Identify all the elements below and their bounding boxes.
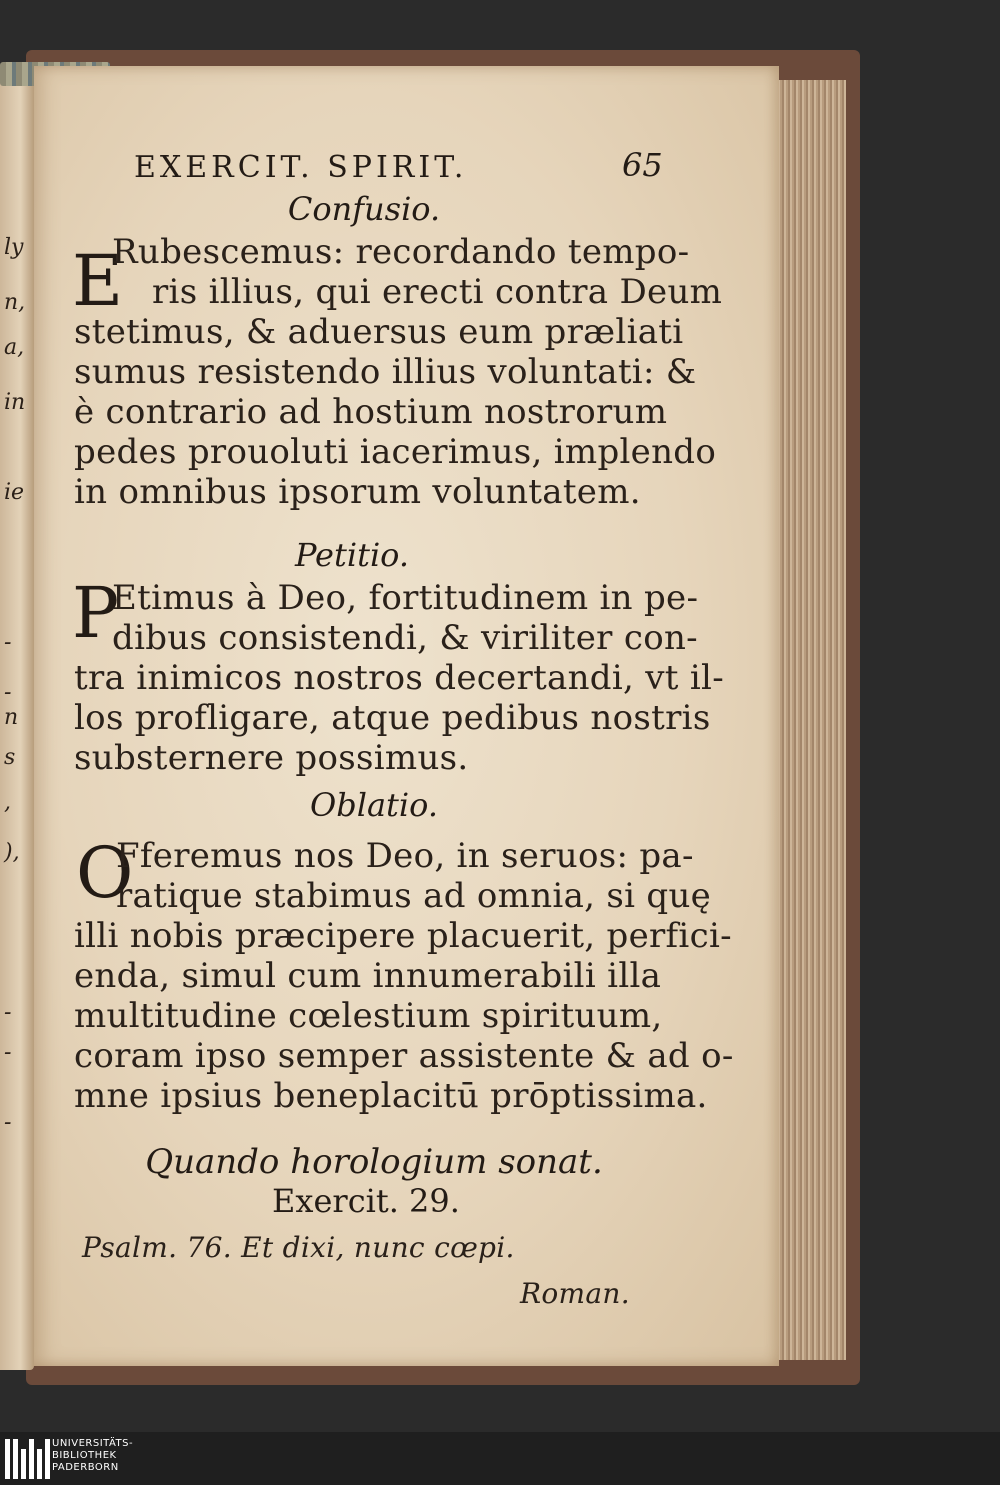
running-head: EXERCIT. SPIRIT.: [134, 150, 468, 185]
text-line: substernere possimus.: [74, 738, 469, 778]
library-footer: [0, 1432, 1000, 1485]
facing-page-fragment: ly: [4, 235, 24, 260]
facing-page-fragment: ),: [4, 840, 20, 865]
text-line: in omnibus ipsorum voluntatem.: [74, 472, 641, 512]
library-name-line: BIBLIOTHEK: [52, 1450, 117, 1461]
text-line: ratique stabimus ad omnia, si quę: [116, 876, 712, 916]
text-line: Etimus à Deo, fortitudinem in pe-: [112, 578, 699, 618]
text-line: tra inimicos nostros decertandi, vt il-: [74, 658, 724, 698]
facing-page-fragment: -: [4, 1000, 12, 1025]
facing-page-fragment: in: [4, 390, 26, 415]
text-line: Rubescemus: recordando tempo-: [112, 232, 690, 272]
library-logo-icon: [5, 1439, 50, 1479]
section-title-oblatio: Oblatio.: [310, 786, 438, 824]
section-title-confusio: Confusio.: [287, 190, 441, 228]
facing-page-fragment: s: [4, 745, 16, 770]
text-line: los profligare, atque pedibus nostris: [74, 698, 711, 738]
library-name-line: PADERBORN: [52, 1462, 119, 1473]
text-line: sumus resistendo illius voluntati: &: [74, 352, 697, 392]
dropcap-p: P: [72, 572, 120, 654]
text-line: è contrario ad hostium nostrorum: [74, 392, 668, 432]
catchword: Roman.: [520, 1277, 630, 1310]
psalm-reference: Psalm. 76. Et dixi, nunc cœpi.: [82, 1231, 515, 1264]
exercise-number: Exercit. 29.: [272, 1182, 460, 1220]
text-line: pedes prouoluti iacerimus, implendo: [74, 432, 717, 472]
facing-page-fragment: a,: [4, 335, 25, 360]
text-line: coram ipso semper assistente & ad o-: [74, 1036, 734, 1076]
facing-page-fragment: -: [4, 630, 12, 655]
closing-title: Quando horologium sonat.: [145, 1142, 603, 1182]
text-line: multitudine cœlestium spirituum,: [74, 996, 663, 1036]
text-line: enda, simul cum innumerabili illa: [74, 956, 662, 996]
page-number: 65: [622, 146, 663, 184]
library-name-line: UNIVERSITÄTS-: [52, 1438, 134, 1449]
facing-page-fragment: -: [4, 1110, 12, 1135]
facing-page-fragment: -: [4, 680, 12, 705]
library-name: [52, 1438, 133, 1474]
facing-page-fragment: ie: [4, 480, 25, 505]
text-line: stetimus, & aduersus eum præliati: [74, 312, 684, 352]
text-line: mne ipsius beneplacitū prōptissima.: [74, 1076, 708, 1116]
facing-page-fragment: n,: [4, 290, 26, 315]
book-page: [34, 66, 779, 1366]
facing-page-fragment: -: [4, 1040, 12, 1065]
facing-page-fragment: ,: [4, 790, 11, 815]
text-line: dibus consistendi, & viriliter con-: [112, 618, 698, 658]
dropcap-o: O: [76, 832, 134, 914]
text-line: illi nobis præcipere placuerit, perfici-: [74, 916, 732, 956]
facing-page-fragment: n: [4, 705, 19, 730]
section-title-petitio: Petitio.: [294, 536, 410, 574]
text-line: ris illius, qui erecti contra Deum: [152, 272, 723, 312]
text-line: Fferemus nos Deo, in seruos: pa-: [116, 836, 694, 876]
dropcap-e: E: [72, 240, 124, 322]
